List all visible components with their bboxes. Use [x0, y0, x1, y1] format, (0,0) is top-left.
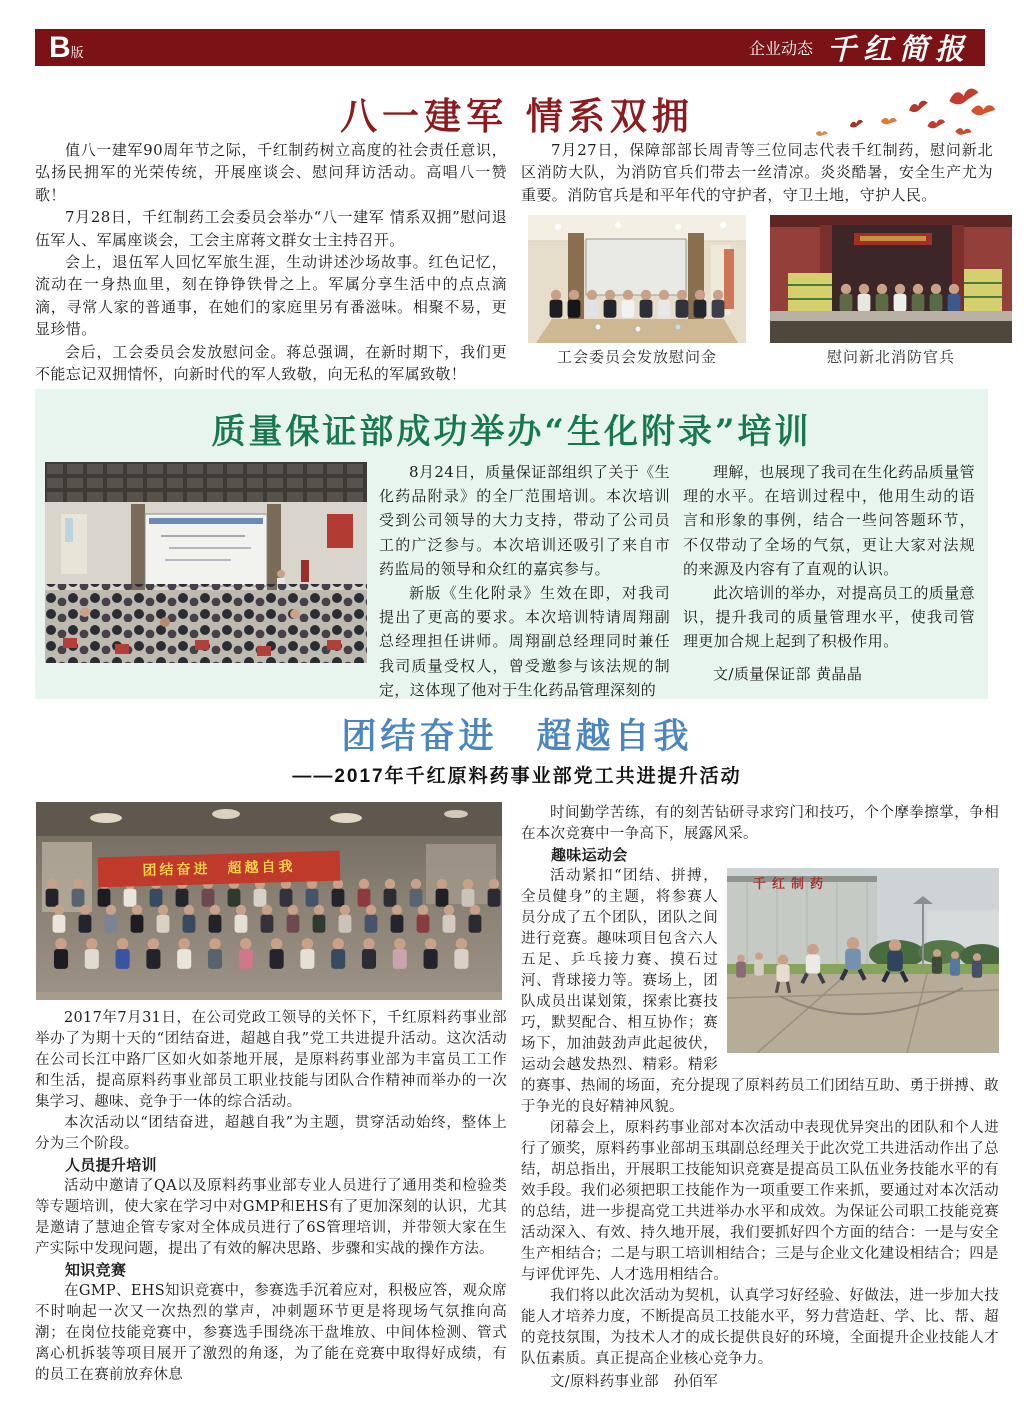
article1-title: 八一建军 情系双拥 [340, 94, 694, 138]
photo-jump-rope [727, 868, 999, 1053]
article3-heading-sport: 趣味运动会 [551, 847, 628, 864]
edition-letter: B [49, 30, 71, 64]
article3-left-column [35, 1008, 507, 1386]
article1-left-column [35, 139, 507, 385]
masthead-title-group [749, 27, 971, 68]
photo-meeting-room [528, 215, 746, 367]
article3-heading-quiz: 知识竞赛 [65, 1262, 127, 1279]
paragraph: 活动中邀请了QA以及原料药事业部专业人员进行了通用类和检验类等专题培训，使大家在学习中对GMP和EHS有了更加深刻的认识，尤其是邀请了慧迪企管专家对全体成员进行了6S管理培训，并带领大家在生产实际中发现问题，提出了有效的解决思路、步骤和实战的操作方法。 [35, 1178, 507, 1257]
paragraph: 理解，也展现了我司在生化药品质量管理的水平。在培训过程中，他用生动的语言和形象的事例，结合一些问答题环节，不仅带动了全场的气氛，更让大家对法规的来源及内容有了直观的认识。 [683, 463, 975, 578]
photo-training-hall [45, 462, 367, 663]
edition-label [49, 31, 84, 65]
article3-heading-training: 人员提升培训 [65, 1157, 157, 1174]
article1-right-column [521, 139, 993, 206]
jump-rope-photo-image [727, 868, 999, 1053]
doves-icon [786, 80, 996, 144]
paragraph: 时间勤学苦练，有的刻苦钻研寻求窍门和技巧，个个摩拳擦掌，争相在本次竞赛中一争高下，展露风采。 [521, 805, 999, 842]
article3-byline: 文/原料药事业部 孙佰军 [550, 1374, 718, 1390]
paragraph: 此次培训的举办，对提高员工的质量意识，提升我司的质量管理水平，使我司管理更加合规上起到了积极作用。 [683, 584, 975, 651]
paragraph: 本次活动以“团结奋进，超越自我”为主题，贯穿活动始终，整体上分为三个阶段。 [35, 1115, 507, 1152]
photo-group [36, 802, 502, 1000]
meeting-room-photo-image [528, 215, 746, 343]
paragraph: 新版《生化附录》生效在即，对我司提出了更高的要求。本次培训特请周翔副总经理担任讲师。周翔副总经理同时兼任我司质量受权人，曾受邀参与该法规的制定，这体现了他对于生化药品管理深刻的 [379, 584, 670, 699]
paragraph: 闭幕会上，原料药事业部对本次活动中表现优异突出的团队和个人进行了颁奖，原料药事业部胡玉琪副总经理关于此次党工共进活动作出了总结，胡总指出，开展职工技能知识竞赛是提高员工队伍业务技能水平的有效手段。我们必须把职工技能作为一项重要工作来抓，要通过对本次活动的总结，进一步提高党工共进举办水平和成效。为保证公司职工技能竞赛活动深入、有效、持久地开展，我们要抓好四个方面的结合：一是与安全生产相结合；二是与职工培训相结合；三是与企业文化建设相结合；四是与评优评先、人才选用相结合。 [521, 1120, 999, 1283]
edition-suffix: 版 [70, 44, 84, 60]
masthead-title: 千红简报 [826, 32, 971, 66]
fire-station-photo-image [770, 215, 1012, 343]
paragraph: 8月24日，质量保证部组织了关于《生化药品附录》的全厂范围培训。本次培训受到公司领导的大力支持，带动了公司员工的广泛参与。本次培训还吸引了来自市药监局的领导和众红的嘉宾参与。 [379, 463, 670, 578]
photo-caption: 工会委员会发放慰问金 [556, 348, 717, 366]
paragraph: 在GMP、EHS知识竞赛中，参赛选手沉着应对，积极应答，观众席不时响起一次又一次热烈的掌声，冲刺题环节更是将现场气氛推向高潮；在岗位技能竞赛中，参赛选手围绕冻干盘堆放、中间体检测、管式离心机拆装等项目展开了激烈的角逐，为了能在竞赛中取得好成绩，有的员工在赛前放弃休息 [35, 1283, 507, 1383]
article3-subtitle: ——2017年千红原料药事业部党工共进提升活动 [292, 766, 742, 787]
article2-byline: 文/质量保证部 黄晶晶 [713, 664, 863, 683]
paragraph: 活动紧扣“团结、拼搏，全员健身”的主题，将参赛人员分成了五个团队，团队之间进行竞赛。趣味项目包含六人五足、乒乓接力赛、摸石过河、背球接力等。赛场上，团队成员出谋划策，探索比赛技巧，默契配合、相互协作；赛场下，加油鼓劲声此起彼伏，运动会越发热烈、精彩。精彩的赛事、热闹的场面，充分提现了原料药员工们团结互助、勇于拼搏、敢于争光的良好精神风貌。 [521, 868, 999, 1115]
article3-title: 团结奋进 超越自我 [341, 716, 693, 757]
article2-section [35, 389, 988, 699]
paragraph: 7月27日，保障部部长周青等三位同志代表千红制药，慰问新北区消防大队，为消防官兵们带去一丝清凉。炎炎酷暑，安全生产尤为重要。消防官兵是和平年代的守护者，守卫土地，守护人民。 [521, 141, 993, 204]
masthead-bar [35, 29, 985, 66]
photo-caption: 慰问新北消防官兵 [826, 348, 955, 366]
paragraph: 2017年7月31日，在公司党政工领导的关怀下，千红原料药事业部举办了为期十天的“团结奋进，超越自我”党工共进提升活动。这次活动在公司长江中路厂区如火如荼地开展，是原料药事业部为丰富员工工作和生活，提高原料药事业部员工职业技能与团队合作精神而举办的一次集学习、趣味、竞争于一体的综合活动。 [35, 1010, 507, 1110]
paragraph: 7月28日，千红制药工会委员会举办“八一建军 情系双拥”慰问退伍军人、军属座谈会，工会主席蒋文群女士主持召开。 [35, 208, 507, 249]
article2-column1 [379, 460, 670, 702]
article2-column2 [683, 460, 975, 686]
paragraph: 会上，退伍军人回忆军旅生涯，生动讲述沙场故事。红色记忆，流动在一身热血里，刻在铮铮铁骨之上。军属分享生活中的点点滴滴，寻常人家的普通事，在她们的家庭里另有番滋味。相聚不易，更显珍惜。 [35, 253, 507, 339]
building-sign-label: 千红制药 [753, 876, 830, 891]
group-photo-banner: 团结奋进 超越自我 [98, 851, 341, 888]
paragraph: 我们将以此次活动为契机，认真学习好经验、好做法，进一步加大技能人才培养力度，不断提高员工技能水平，努力营造赶、学、比、帮、超的竞技氛围，为技术人才的成长提供良好的环境，全面提升企业技能人才队伍素质。真正提高企业核心竞争力。 [521, 1288, 999, 1367]
article3-right-column [521, 803, 999, 1393]
article1-photo-row [528, 215, 1024, 367]
paragraph: 会后，工会委员会发放慰问金。蒋总强调，在新时期下，我们更不能忘记双拥情怀，向新时代的军人致敬，向无私的军属致敬！ [35, 342, 507, 384]
photo-fire-station [770, 215, 1012, 367]
group-photo-image [36, 802, 502, 1000]
article2-title: 质量保证部成功举办“生化附录”培训 [211, 412, 812, 452]
masthead-column-label: 企业动态 [748, 41, 813, 58]
paragraph: 值八一建军90周年节之际，千红制药树立高度的社会责任意识，弘扬民拥军的光荣传统，开展座谈会、慰问拜访活动。高唱八一赞歌！ [35, 141, 507, 204]
